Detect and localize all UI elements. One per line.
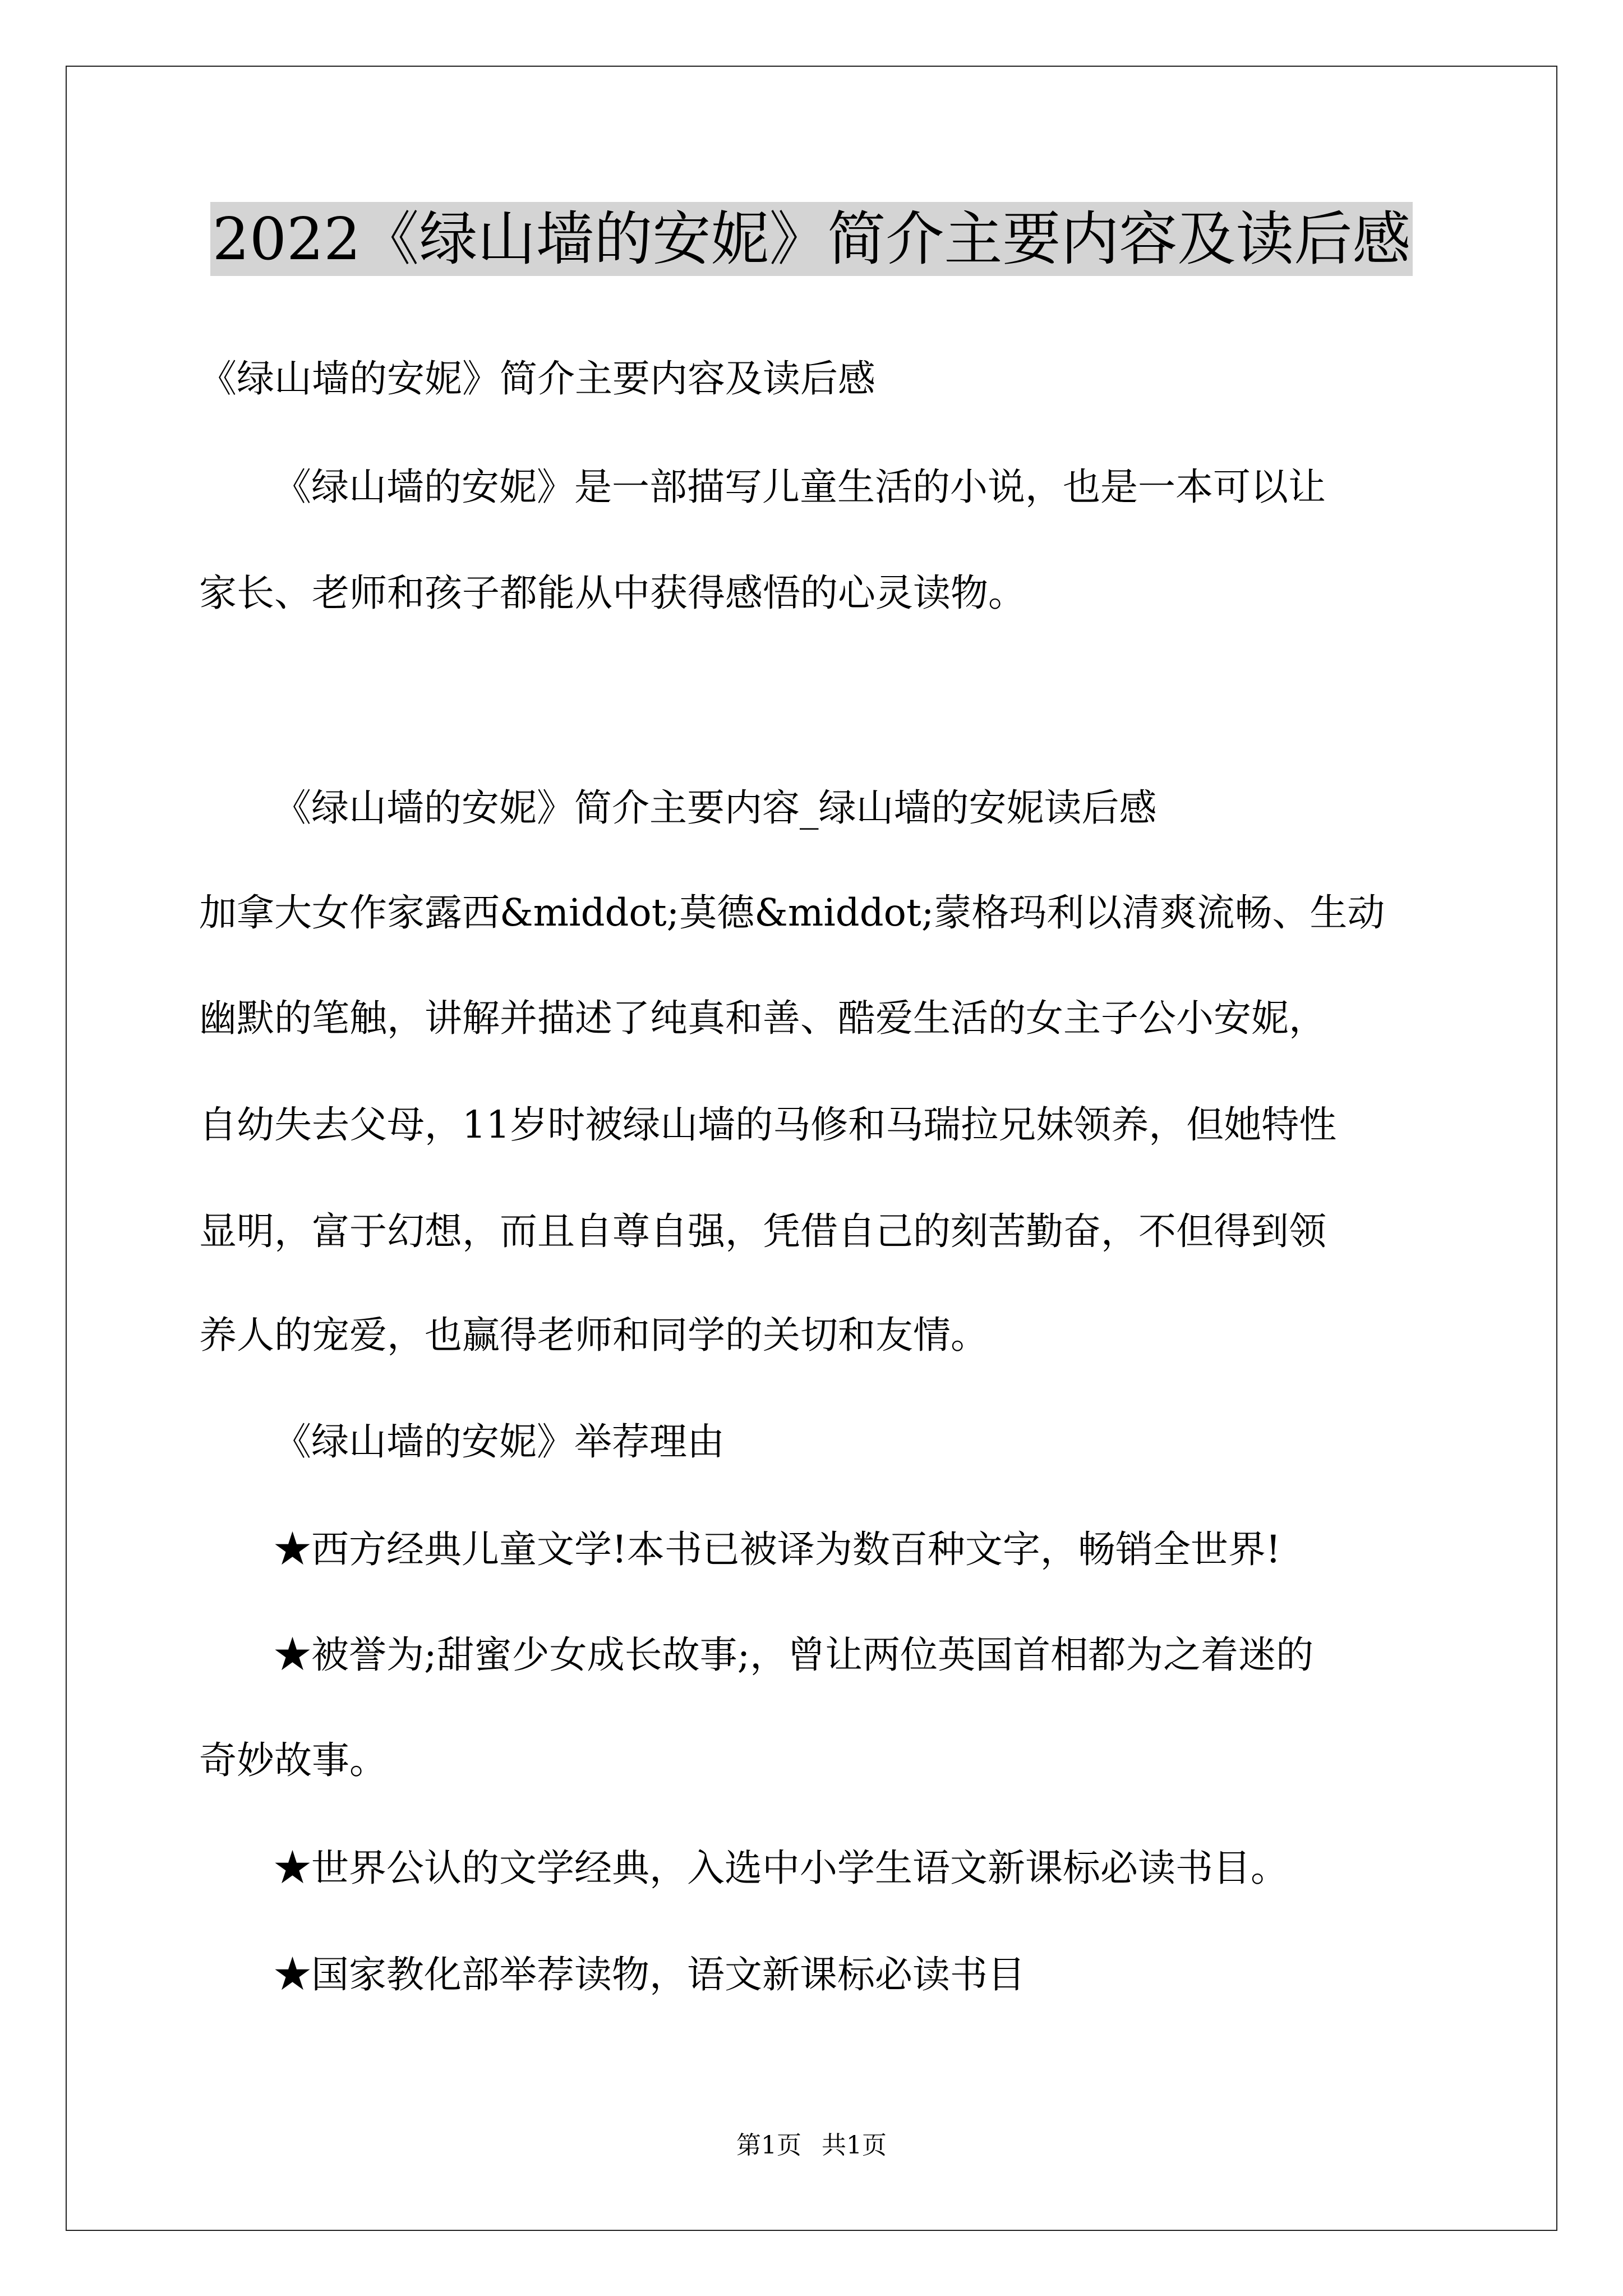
bullet-line: ★国家教化部举荐读物，语文新课标必读书目 <box>274 1953 1025 1996</box>
page-footer <box>0 2125 1623 2161</box>
paragraph-line: 加拿大女作家露西&middot;莫德&middot;蒙格玛利以清爽流畅、生动 <box>199 891 1385 935</box>
title-container <box>0 202 1623 276</box>
paragraph-line: 幽默的笔触，讲解并描述了纯真和善、酷爱生活的女主子公小安妮， <box>199 996 1326 1040</box>
bullet-line: ★世界公认的文学经典，入选中小学生语文新课标必读书目。 <box>274 1846 1288 1890</box>
paragraph-line: 显明，富于幻想，而且自尊自强，凭借自己的刻苦勤奋，不但得到领 <box>199 1209 1326 1253</box>
paragraph-line: 《绿山墙的安妮》是一部描写儿童生活的小说，也是一本可以让 <box>274 465 1326 509</box>
page-number: 第1页 <box>736 2131 801 2160</box>
document-title: 2022《绿山墙的安妮》简介主要内容及读后感 <box>210 202 1413 276</box>
paragraph-line: 自幼失去父母，11岁时被绿山墙的马修和马瑞拉兄妹领养，但她特性 <box>199 1103 1337 1147</box>
bullet-line: ★西方经典儿童文学!本书已被译为数百种文字，畅销全世界! <box>274 1527 1281 1571</box>
paragraph-line: 家长、老师和孩子都能从中获得感悟的心灵读物。 <box>199 571 1026 615</box>
subtitle-line: 《绿山墙的安妮》简介主要内容及读后感 <box>199 357 875 401</box>
page-total: 共1页 <box>822 2131 887 2160</box>
bullet-line: ★被誉为;甜蜜少女成长故事;，曾让两位英国首相都为之着迷的 <box>274 1633 1314 1677</box>
section-heading: 《绿山墙的安妮》简介主要内容_绿山墙的安妮读后感 <box>274 786 1157 830</box>
paragraph-line: 养人的宠爱，也赢得老师和同学的关切和友情。 <box>199 1313 988 1357</box>
section-heading: 《绿山墙的安妮》举荐理由 <box>274 1420 725 1464</box>
paragraph-line: 奇妙故事。 <box>199 1738 387 1782</box>
